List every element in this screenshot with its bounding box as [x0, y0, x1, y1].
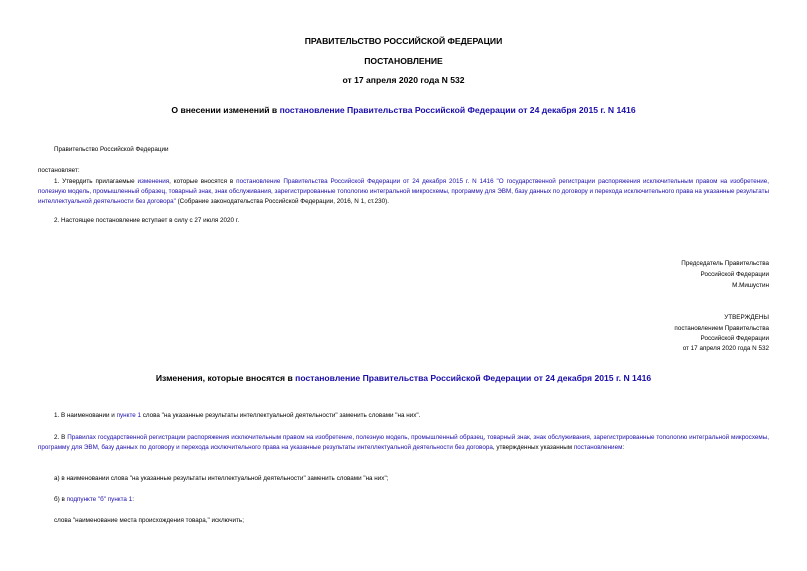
header-org: ПРАВИТЕЛЬСТВО РОССИЙСКОЙ ФЕДЕРАЦИИ	[304, 36, 503, 46]
approved-country: Российской Федерации	[700, 335, 769, 342]
item1-link[interactable]: пункте 1	[116, 412, 142, 419]
intro-text: Правительство Российской Федерации	[54, 146, 169, 153]
paragraph-1	[38, 177, 769, 207]
header-doc-type: ПОСТАНОВЛЕНИЕ	[364, 56, 443, 66]
change-item-1-start: 1. В наименовании и	[54, 412, 117, 419]
approved-date: от 17 апреля 2020 года N 532	[682, 345, 769, 352]
decree-text: постановляет:	[38, 167, 80, 174]
paragraph-1-start: 1. Утвердить прилагаемые	[54, 178, 138, 185]
signature-country: Российской Федерации	[700, 271, 769, 278]
signature-position: Председатель Правительства	[681, 260, 769, 267]
paragraph-2: 2. Настоящее постановление вступает в силу с 27 июля 2020 г.	[54, 217, 240, 224]
sub-item-b	[54, 495, 134, 505]
sub-item-b-start: б) в	[54, 496, 67, 503]
doc-title-link[interactable]: постановление Правительства Российской Федерации от 24 декабря 2015 г. N 1416	[279, 105, 636, 115]
change-item-2-start: 2. В	[54, 434, 68, 441]
paragraph-1-tail: (Собрание законодательства Российской Федерации, 2016, N 1, ст.230).	[175, 198, 390, 205]
signature-name: М.Мишустин	[732, 282, 769, 289]
doc-title	[0, 105, 807, 115]
changes-link[interactable]: изменения	[137, 178, 170, 185]
sub-item-c: слова "наименование места происхождения товара," исключить;	[54, 517, 244, 524]
decree-1416-link[interactable]: постановление Правительства Российской Федерации от 24 декабря 2015 г. N 1416 "О государственной регистрации распоряжения исключительным правом на изобретение, полезную модель, промышленный образец, товарный знак, знак обслуживания, зарегистрированные топологию интегральной микросхемы, программу для ЭВМ, базу данных по договору и перехода исключительного права на указанные результаты интеллектуальной деятельности без договора"	[38, 178, 770, 205]
subpoint-b-link[interactable]: подпункте "б" пункта 1	[66, 496, 133, 503]
doc-title-prefix: О внесении изменений в	[171, 105, 280, 115]
approved-by: постановлением Правительства	[674, 325, 769, 332]
changes-title-link[interactable]: постановление Правительства Российской Федерации от 24 декабря 2015 г. N 1416	[295, 373, 652, 383]
change-item-2-end: :	[622, 444, 625, 451]
sub-item-a: а) в наименовании слова "на указанные результаты интеллектуальной деятельности" заменить словами "на них";	[54, 475, 389, 482]
change-item-2	[38, 433, 769, 453]
change-item-1-end: слова "на указанные результаты интеллектуальной деятельности" заменить словами "на них".	[141, 412, 421, 419]
paragraph-1-mid: , которые вносятся в	[169, 178, 237, 185]
sub-item-b-end: :	[132, 496, 134, 503]
rules-link[interactable]: Правилах государственной регистрации распоряжения исключительным правом на изобретение, полезную модель, промышленный образец, товарный знак, знак обслуживания, зарегистрированные топологию интегральной микросхемы, программу для ЭВМ, базу данных по договору и перехода исключительного права на указанные результаты интеллектуальной деятельности без договора	[38, 434, 769, 451]
change-item-2-mid: , утвержденных указанным	[492, 444, 574, 451]
changes-title	[0, 373, 807, 383]
changes-title-prefix: Изменения, которые вносятся в	[155, 373, 296, 383]
header-date-number: от 17 апреля 2020 года N 532	[342, 75, 465, 85]
approved-label: УТВЕРЖДЕНЫ	[724, 314, 769, 321]
decree-link[interactable]: постановлением	[573, 444, 623, 451]
change-item-1	[54, 411, 420, 421]
